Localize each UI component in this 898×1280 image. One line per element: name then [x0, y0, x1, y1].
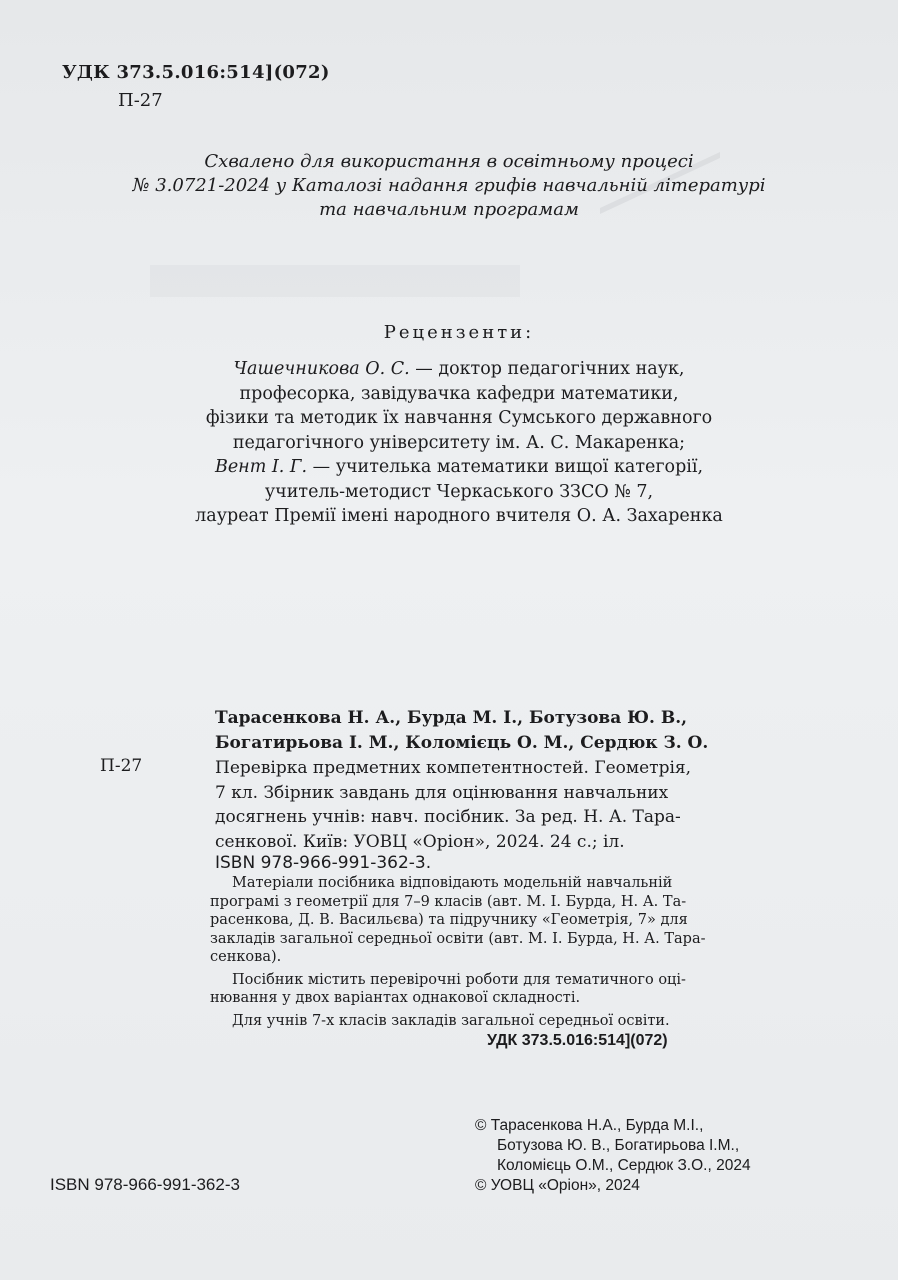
reviewer-line: професорка, завідувачка кафедри математики, — [239, 383, 679, 404]
udk-code-bottom: УДК 373.5.016:514](072) — [487, 1032, 668, 1049]
annotation-line: Посібник містить перевірочні роботи для тематичного оці- — [232, 971, 686, 988]
reviewers-list — [0, 357, 898, 529]
description-line: 7 кл. Збірник завдань для оцінювання навчальних — [215, 782, 669, 803]
description-line: досягнень учнів: навч. посібник. За ред. Н. А. Тара- — [215, 807, 681, 827]
bibliographic-description — [215, 756, 743, 854]
reviewer-line: учитель-методист Черкаського ЗЗСО № 7, — [264, 481, 654, 502]
authors-line: Тарасенкова Н. А., Бурда М. І., Ботузова Ю. В., — [215, 708, 688, 728]
approval-line: та навчальним програмам — [319, 199, 579, 220]
annotation-line: закладів загальної середньої освіти (авт. М. І. Бурда, Н. А. Тара- — [210, 930, 706, 947]
copyright-line: Ботузова Ю. В., Богатирьова І.М., — [497, 1137, 740, 1154]
copyright-line: Коломієць О.М., Сердюк З.О., 2024 — [497, 1157, 751, 1174]
annotation-line: нювання у двох варіантах однакової складності. — [210, 990, 581, 1006]
approval-line: Схвалено для використання в освітньому процесі — [204, 151, 694, 172]
reviewer-line: лауреат Премії імені народного вчителя О. А. Захаренка — [195, 506, 723, 526]
approval-line: № 3.0721-2024 у Каталозі надання грифів навчальній літературі — [132, 175, 766, 196]
isbn-entry: ISBN 978-966-991-362-3. — [215, 853, 432, 873]
annotation-line: програмі з геометрії для 7–9 класів (авт. М. І. Бурда, Н. А. Та- — [210, 893, 687, 910]
authors-line: Богатирьова І. М., Коломієць О. М., Сердюк З. О. — [215, 733, 709, 753]
audience-line: Для учнів 7-х класів закладів загальної середньої освіти. — [232, 1012, 670, 1029]
copyright-line: © УОВЦ «Оріон», 2024 — [475, 1177, 640, 1194]
annotation — [210, 874, 742, 1030]
annotation-line: сенкова). — [210, 949, 282, 965]
reviewer-line: педагогічного університету ім. А. С. Макаренка; — [232, 432, 686, 453]
reviewer-line: Вент І. Г. — учителька математики вищої категорії, — [214, 457, 704, 477]
description-line: Перевірка предметних компетентностей. Геометрія, — [215, 758, 692, 778]
reviewer-name: Чашечникова О. С. — [233, 359, 410, 379]
copyright-line: © Тарасенкова Н.А., Бурда М.І., — [475, 1117, 704, 1134]
reviewer-name: Вент І. Г. — [214, 457, 308, 477]
reviewer-line: фізики та методик їх навчання Сумського державного — [205, 408, 713, 428]
annotation-line: расенкова, Д. В. Васильєва) та підручнику «Геометрія, 7» для — [210, 912, 688, 928]
authors-list — [215, 706, 708, 756]
udk-code-top: УДК 373.5.016:514](072) — [62, 62, 330, 83]
approval-statement — [0, 150, 898, 222]
reviewers-heading: Рецензенти: — [383, 322, 535, 343]
reviewer-line: Чашечникова О. С. — доктор педагогічних наук, — [233, 359, 685, 379]
isbn-bottom: ISBN 978-966-991-362-3 — [50, 1175, 240, 1194]
classification-code-top: П-27 — [118, 90, 163, 111]
description-line: сенкової. Київ: УОВЦ «Оріон», 2024. 24 с.; іл. — [215, 831, 625, 852]
copyright-block — [475, 1116, 751, 1196]
bleed-through-block — [150, 265, 520, 297]
annotation-line: Матеріали посібника відповідають модельній навчальній — [232, 875, 673, 891]
classification-code-entry: П-27 — [100, 756, 143, 776]
